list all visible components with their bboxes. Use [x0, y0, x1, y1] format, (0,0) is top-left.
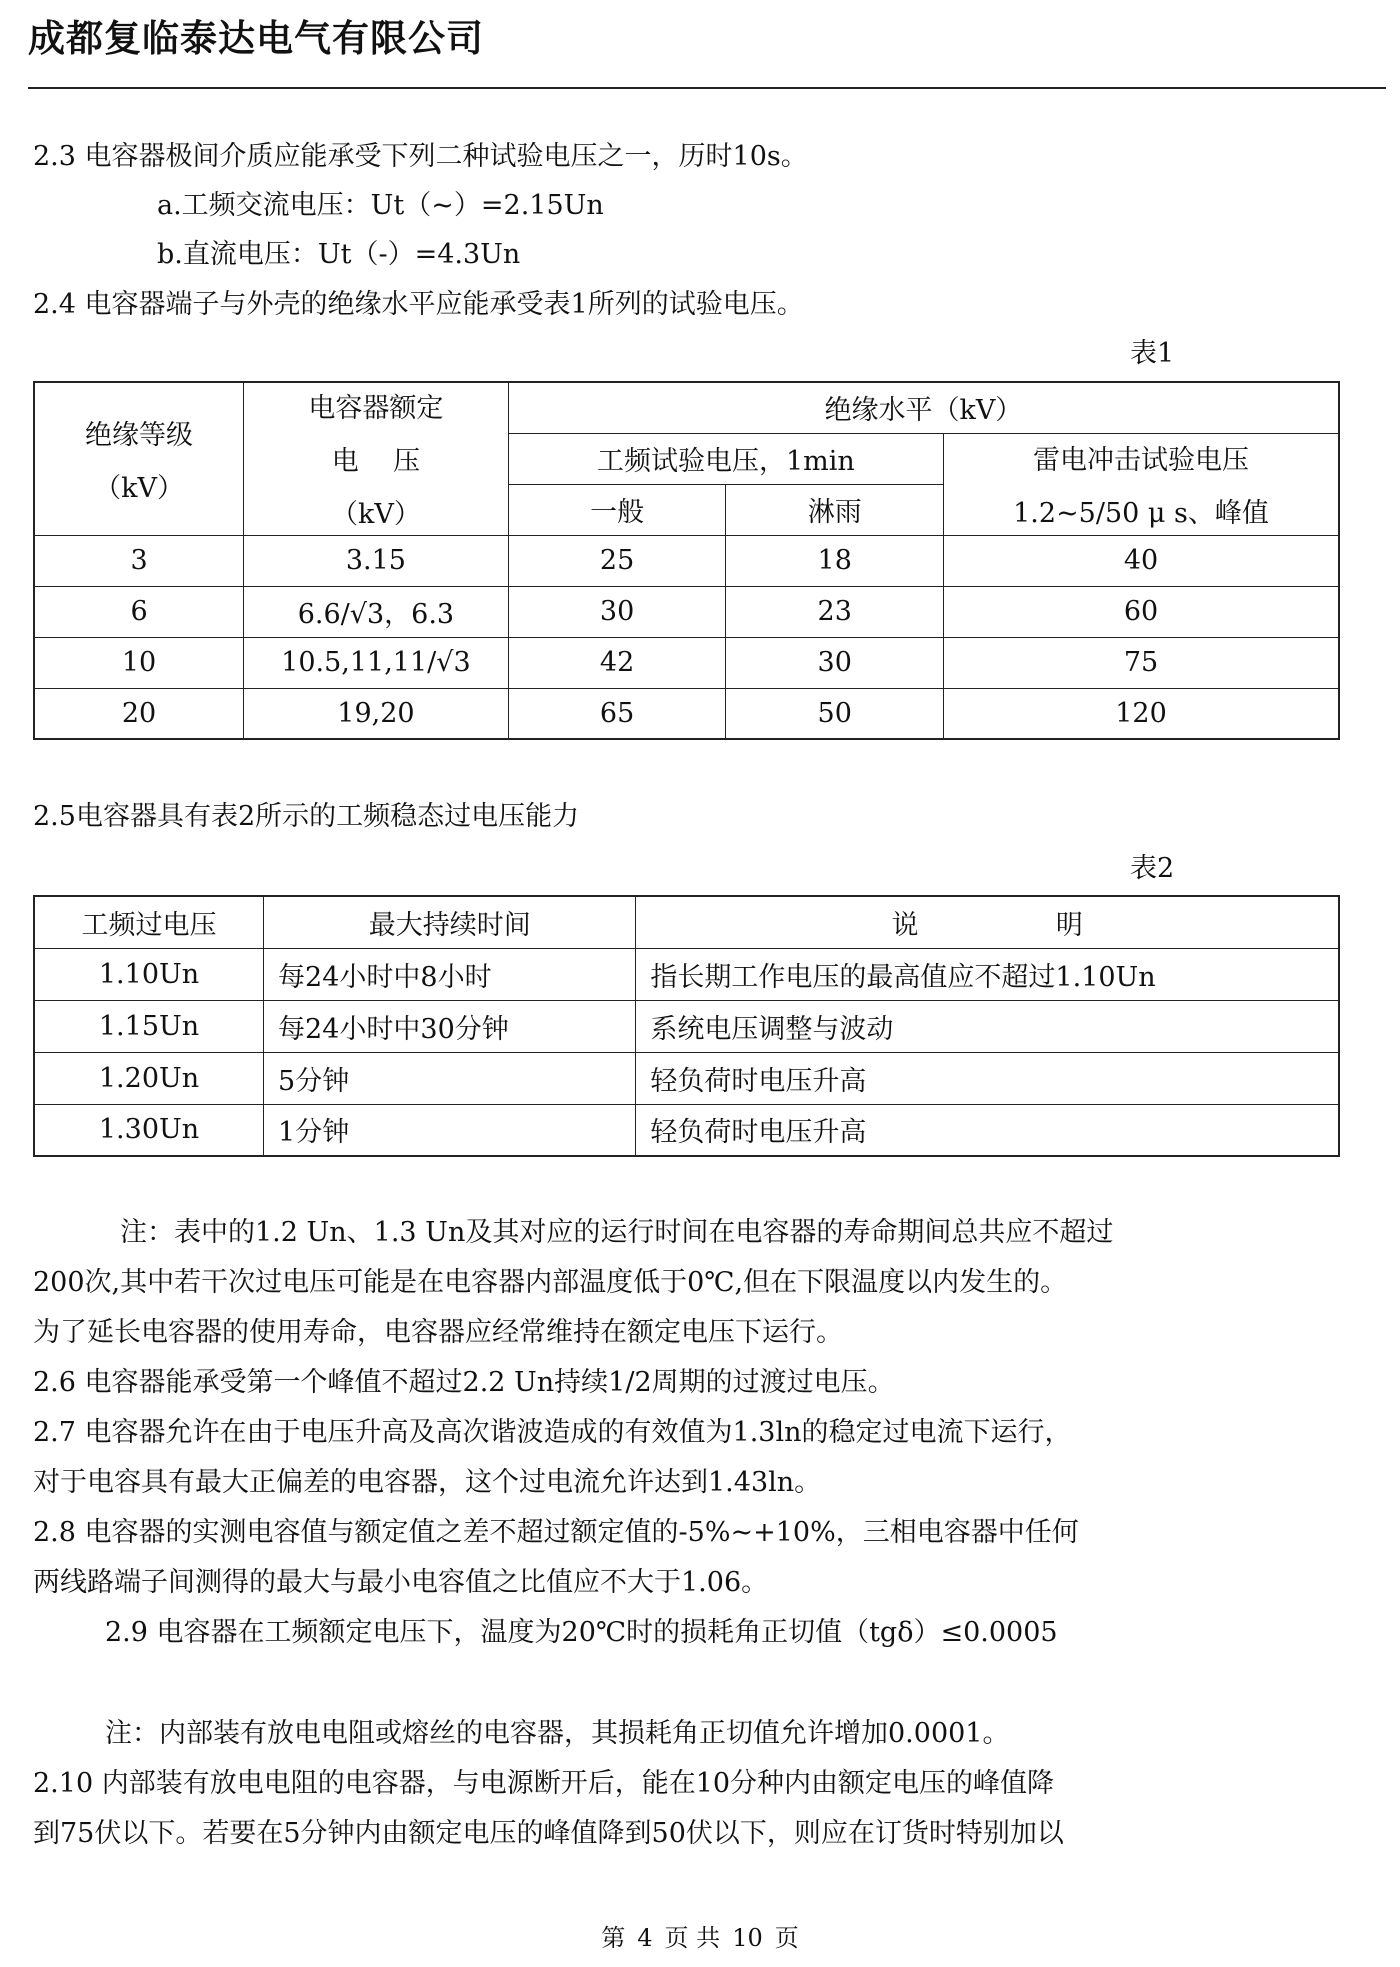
- table-cell: 50: [726, 688, 944, 739]
- section-2-8-line-1: 2.8 电容器的实测电容值与额定值之差不超过额定值的-5%~+10%，三相电容器中任何: [33, 1517, 1079, 1548]
- table-cell: 1.30Un: [34, 1104, 264, 1156]
- table-row: [34, 1000, 1339, 1052]
- table-cell: 42: [508, 637, 726, 688]
- table-cell: 指长期工作电压的最高值应不超过1.10Un: [636, 948, 1339, 1000]
- header-description: 说 明: [636, 896, 1339, 948]
- section-2-10-line-2: 到75伏以下。若要在5分钟内由额定电压的峰值降到50伏以下，则应在订货时特别加以: [33, 1818, 1064, 1849]
- header-rain: 淋雨: [726, 484, 944, 535]
- header-text: （kV）: [94, 472, 184, 504]
- table-cell: 25: [508, 535, 726, 586]
- table-cell: 23: [726, 586, 944, 637]
- section-2-7-line-2: 对于电容具有最大正偏差的电容器，这个过电流允许达到1.43ln。: [33, 1467, 822, 1498]
- page-number: 4: [637, 1924, 653, 1952]
- table-cell: 60: [944, 586, 1339, 637]
- table-cell: 5分钟: [264, 1052, 636, 1104]
- table-row: [34, 688, 1339, 739]
- section-2-5: 2.5电容器具有表2所示的工频稳态过电压能力: [33, 801, 580, 832]
- table-cell: 30: [726, 637, 944, 688]
- section-2-7-line-1: 2.7 电容器允许在由于电压升高及高次谐波造成的有效值为1.3ln的稳定过电流下运行，: [33, 1417, 1072, 1448]
- table-cell: 30: [508, 586, 726, 637]
- table-cell: 20: [34, 688, 244, 739]
- header-rated-voltage: [244, 382, 509, 535]
- header-text: 电 压: [331, 446, 421, 478]
- note-1-line-3: 为了延长电容器的使用寿命，电容器应经常维持在额定电压下运行。: [33, 1317, 843, 1348]
- table-cell: 6: [34, 586, 244, 637]
- header-divider: [28, 87, 1386, 89]
- table-row: [34, 637, 1339, 688]
- table-row: [34, 1052, 1339, 1104]
- table-row: [34, 948, 1339, 1000]
- table-cell: 120: [944, 688, 1339, 739]
- table-cell: 10: [34, 637, 244, 688]
- table-cell: 每24小时中30分钟: [264, 1000, 636, 1052]
- table-cell: 40: [944, 535, 1339, 586]
- table-row: [34, 586, 1339, 637]
- footer-suffix: 页: [774, 1924, 799, 1952]
- header-text: （kV）: [330, 499, 421, 531]
- section-2-8-line-2: 两线路端子间测得的最大与最小电容值之比值应不大于1.06。: [33, 1567, 769, 1598]
- table-cell: 系统电压调整与波动: [636, 1000, 1339, 1052]
- header-insulation-level: 绝缘水平（kV）: [508, 382, 1339, 433]
- note-1-line-2: 200次,其中若干次过电压可能是在电容器内部温度低于0℃,但在下限温度以内发生的。: [33, 1267, 1068, 1298]
- note-2: 注：内部装有放电电阻或熔丝的电容器，其损耗角正切值允许增加0.0001。: [105, 1718, 1010, 1749]
- footer-middle: 页 共: [664, 1924, 721, 1952]
- page-footer: [0, 1926, 1400, 1950]
- table-cell: 3.15: [244, 535, 509, 586]
- section-2-3-item-b: b.直流电压：Ut（-）=4.3Un: [157, 239, 521, 270]
- section-2-6: 2.6 电容器能承受第一个峰值不超过2.2 Un持续1/2周期的过渡过电压。: [33, 1367, 895, 1398]
- section-2-3-item-a: a.工频交流电压：Ut（~）=2.15Un: [157, 190, 604, 221]
- table-row: [34, 1104, 1339, 1156]
- header-general: 一般: [508, 484, 726, 535]
- table-cell: 1分钟: [264, 1104, 636, 1156]
- table-cell: 19,20: [244, 688, 509, 739]
- table-cell: 轻负荷时电压升高: [636, 1104, 1339, 1156]
- table-cell: 1.10Un: [34, 948, 264, 1000]
- header-max-duration: 最大持续时间: [264, 896, 636, 948]
- insulation-level-table: [33, 381, 1340, 740]
- table-cell: 轻负荷时电压升高: [636, 1052, 1339, 1104]
- table-cell: 10.5,11,11/√3: [244, 637, 509, 688]
- header-text: 1.2~5/50 μ s、峰值: [1013, 498, 1269, 529]
- header-power-frequency: 工频试验电压，1min: [508, 433, 943, 484]
- header-insulation-grade: [34, 382, 244, 535]
- table-cell: 1.15Un: [34, 1000, 264, 1052]
- header-text: 雷电冲击试验电压: [1033, 445, 1249, 476]
- table-row: [34, 535, 1339, 586]
- header-text: 电容器额定: [308, 393, 444, 425]
- header-lightning-impulse: [944, 433, 1339, 535]
- table-cell: 75: [944, 637, 1339, 688]
- section-2-4: 2.4 电容器端子与外壳的绝缘水平应能承受表1所列的试验电压。: [33, 289, 804, 320]
- section-2-3: 2.3 电容器极间介质应能承受下列二种试验电压之一，历时10s。: [33, 141, 808, 172]
- page-total: 10: [732, 1924, 763, 1952]
- table-header-row: [34, 382, 1339, 433]
- company-name: 成都复临泰达电气有限公司: [28, 17, 484, 60]
- header-overvoltage: 工频过电压: [34, 896, 264, 948]
- section-2-9: 2.9 电容器在工频额定电压下，温度为20℃时的损耗角正切值（tgδ）≤0.0005: [105, 1617, 1058, 1648]
- section-2-10-line-1: 2.10 内部装有放电电阻的电容器，与电源断开后，能在10分种内由额定电压的峰值降: [33, 1768, 1055, 1799]
- footer-prefix: 第: [601, 1924, 626, 1952]
- table-cell: 每24小时中8小时: [264, 948, 636, 1000]
- table-cell: 6.6/√3，6.3: [244, 586, 509, 637]
- table-cell: 3: [34, 535, 244, 586]
- table-cell: 1.20Un: [34, 1052, 264, 1104]
- table-header-row: [34, 896, 1339, 948]
- note-1-line-1: 注：表中的1.2 Un、1.3 Un及其对应的运行时间在电容器的寿命期间总共应不超过: [120, 1217, 1114, 1248]
- header-text: 绝缘等级: [85, 419, 194, 451]
- table-cell: 18: [726, 535, 944, 586]
- table-cell: 65: [508, 688, 726, 739]
- table-2-caption: 表2: [1130, 853, 1175, 884]
- overvoltage-table: [33, 895, 1340, 1157]
- table-1-caption: 表1: [1130, 338, 1175, 369]
